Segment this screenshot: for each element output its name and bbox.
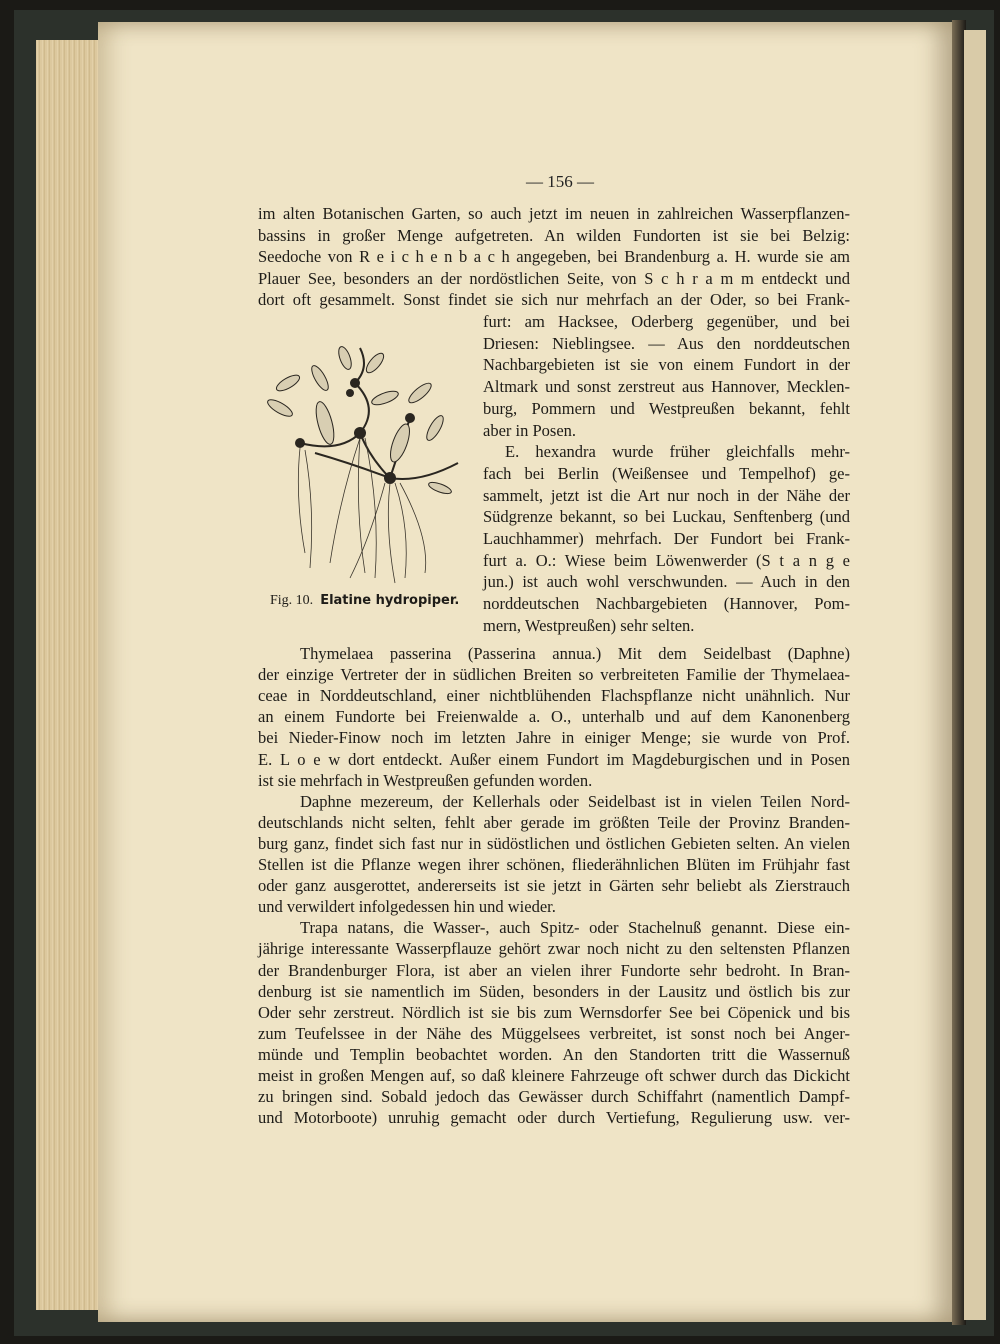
text-line: fach bei Berlin (Weißensee und Tempelhof) ge-	[483, 463, 850, 483]
text-line: Seedoche von R e i c h e n b a c h angegeben, bei Brandenburg a. H. wurde sie am	[258, 247, 850, 267]
text-line: münde und Templin beobachtet worden. An den Standorten tritt die Wassernuß	[258, 1044, 850, 1064]
text-line: Südgrenze bekannt, so bei Luckau, Senftenberg (und	[483, 507, 850, 527]
text-line: jährige interessante Wasserpflauze gehört zwar noch nicht zu den seltensten Pflanzen	[258, 939, 850, 959]
text-line: bassins in großer Menge aufgetreten. An wilden Fundorten ist sie bei Belzig:	[258, 225, 850, 245]
text-line: Daphne mezereum, der Kellerhals oder Seidelbast ist in vielen Teilen Nord-	[300, 791, 850, 811]
text-line: furt: am Hacksee, Oderberg gegenüber, und bei	[483, 312, 850, 331]
text-line: denburg ist sie namentlich im Süden, besonders in der Lausitz und östlich bis zur	[258, 981, 850, 1001]
facing-page-edge	[964, 30, 986, 1320]
text-line: oder ganz ausgerottet, andererseits ist sie jetzt in Gärten sehr beliebt als Zierstrauch	[258, 876, 850, 896]
text-line: Lauchhammer) mehrfach. Der Fundort bei Frank-	[483, 529, 850, 548]
text-line: E. hexandra wurde früher gleichfalls mehr-	[505, 442, 850, 462]
text-line: der Brandenburger Flora, ist aber an vielen ihrer Fundorte sehr bedroht. In Bran-	[258, 960, 850, 980]
figure-title: Elatine hydropiper.	[320, 593, 460, 608]
text-line: ist sie mehrfach in Westpreußen gefunden worden.	[258, 770, 593, 790]
text-line: Nachbargebieten ist sie von einem Fundort in der	[483, 355, 850, 375]
text-line: und verwildert infolgedessen hin und wieder.	[258, 897, 556, 917]
text-line: Altmark und sonst zerstreut aus Hannover, Mecklen-	[483, 377, 850, 397]
text-line: und Motorboote) unruhig gemacht oder durch Vertiefung, Regulierung usw. ver-	[258, 1108, 850, 1128]
plant-illustration	[260, 338, 465, 593]
text-line: Thymelaea passerina (Passerina annua.) Mit dem Seidelbast (Daphne)	[300, 644, 850, 663]
figure-label: Fig. 10.	[270, 593, 314, 608]
text-line: deutschlands nicht selten, fehlt aber gerade im größten Teile der Provinz Branden-	[258, 812, 850, 832]
text-line: E. L o e w dort entdeckt. Außer einem Fundort im Magdeburgischen und in Posen	[258, 749, 850, 769]
text-line: dort oft gesammelt. Sonst findet sie sich nur mehrfach an der Oder, so bei Frank-	[258, 290, 850, 310]
text-line: Trapa natans, die Wasser-, auch Spitz- oder Stachelnuß genannt. Diese ein-	[300, 918, 850, 938]
text-line: im alten Botanischen Garten, so auch jetzt im neuen in zahlreichen Wasserpflanzen-	[258, 204, 850, 223]
text-line: bei Nieder-Finow noch im letzten Jahre in einiger Menge; sie wurde von Prof.	[258, 728, 850, 748]
text-line: aber in Posen.	[483, 420, 577, 440]
text-line: Oder sehr zerstreut. Nördlich ist sie bis zum Wernsdorfer See bei Cöpenick und bis	[258, 1002, 850, 1022]
text-line: der einzige Vertreter der in südlichen Breiten so verbreiteten Familie der Thymelaea-	[258, 665, 850, 685]
text-line: Stellen ist die Pflanze wegen ihrer schönen, fliederähnlichen Blüten im Frühjahr fast	[258, 855, 850, 874]
text-line: furt a. O.: Wiese beim Löwenwerder (S t a n g e	[483, 550, 850, 570]
text-line: zu bringen sind. Sobald jedoch das Gewässer durch Schiffahrt (namentlich Dampf-	[258, 1087, 850, 1107]
text-line: burg, Pommern und Westpreußen bekannt, fehlt	[483, 398, 850, 418]
text-line: mern, Westpreußen) sehr selten.	[483, 615, 695, 635]
text-line: jun.) ist auch wohl verschwunden. — Auch in den	[483, 572, 850, 592]
text-line: ceae in Norddeutschland, einer nichtblühenden Flachspflanze nicht unähnlich. Nur	[258, 686, 850, 706]
text-line: sammelt, jetzt ist die Art nur noch in der Nähe der	[483, 485, 850, 505]
text-line: zum Teufelssee in der Nähe des Müggelsees verbreitet, ist sonst noch bei Anger-	[258, 1023, 850, 1043]
text-line: an einem Fundorte bei Freienwalde a. O., unterhalb und auf dem Kanonenberg	[258, 707, 850, 727]
text-line: Plauer See, besonders an der nordöstlichen Seite, von S c h r a m m entdeckt und	[258, 268, 850, 288]
figure-caption	[270, 593, 459, 609]
text-line: burg ganz, findet sich fast nur in südöstlichen und östlichen Gebieten selten. An vielen	[258, 833, 850, 853]
page-number: — 156 —	[526, 172, 594, 191]
text-line: Driesen: Nieblingsee. — Aus den norddeutschen	[483, 333, 850, 353]
text-line: meist in großen Mengen auf, so daß kleinere Fahrzeuge oft schwer durch das Dickicht	[258, 1066, 850, 1085]
text-line: norddeutschen Nachbargebieten (Hannover, Pom-	[483, 594, 850, 614]
page-stack-edge	[36, 40, 100, 1310]
